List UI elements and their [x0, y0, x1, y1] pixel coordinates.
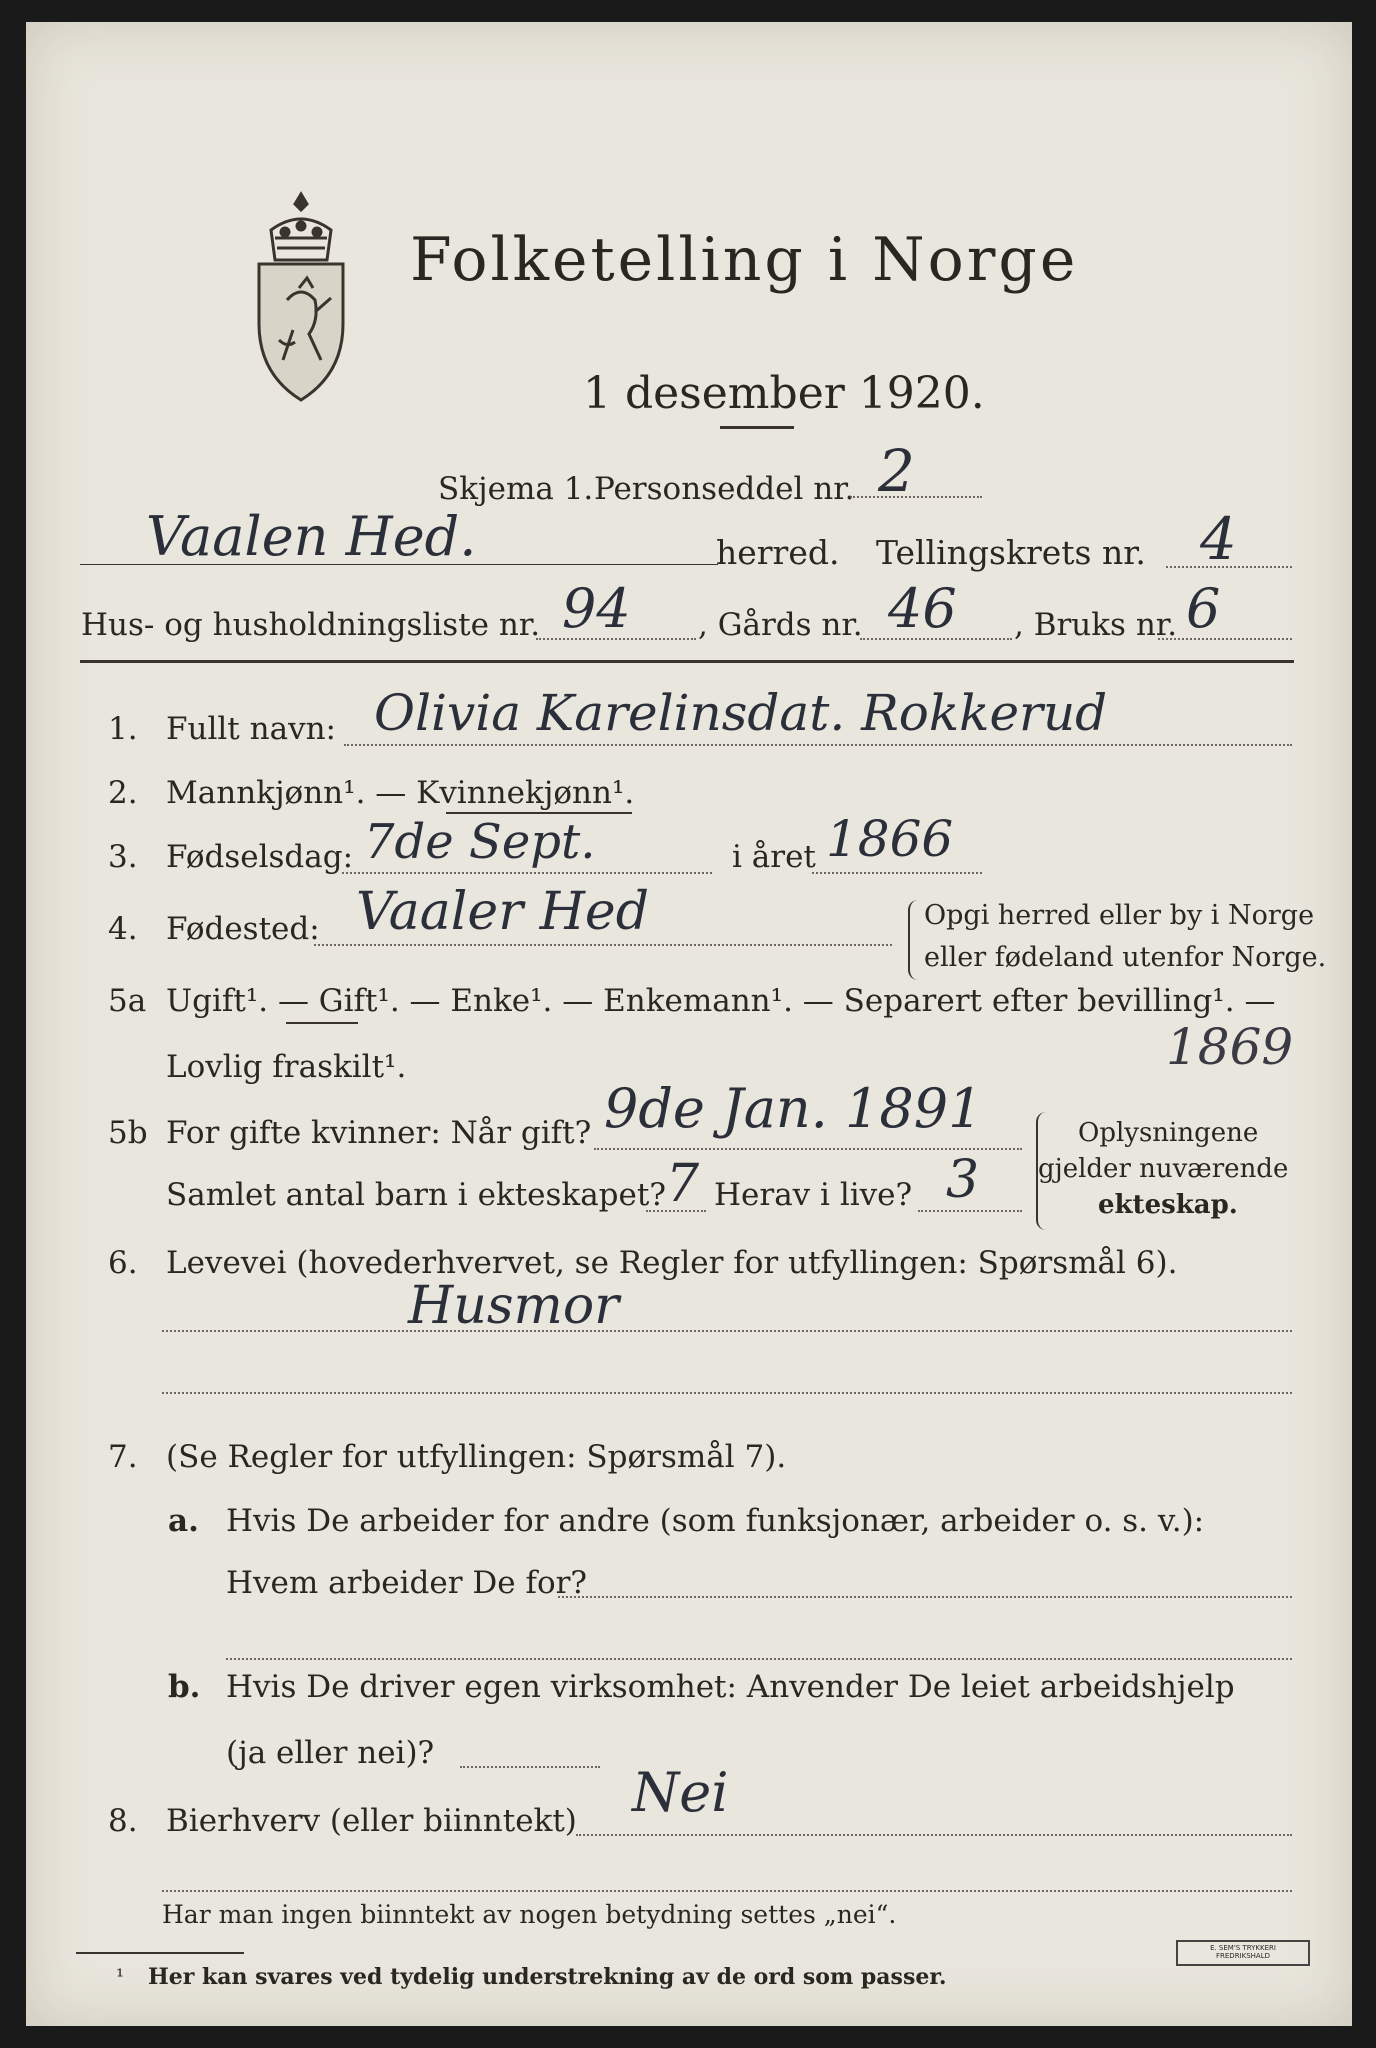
personseddel-label: Personseddel nr. [594, 471, 855, 507]
q2-label: Mannkjønn¹. — Kvinnekjønn¹. [166, 775, 635, 811]
q7a-label: Hvis De arbeider for andre (som funksjonær, arbeider o. s. v.): [226, 1503, 1205, 1539]
coat-of-arms-icon [241, 190, 361, 410]
q5b-note-line2: gjelder nuværende [1038, 1154, 1289, 1184]
q1-number: 1. [108, 711, 138, 747]
printer-name: E. SEM'S TRYKKERI [1210, 1944, 1276, 1953]
bruks-value[interactable]: 6 [1186, 577, 1221, 640]
q4-note-line2: eller fødeland utenfor Norge. [924, 942, 1327, 973]
q8-number: 8. [108, 1803, 138, 1839]
birth-day-value[interactable]: 7de Sept. [364, 814, 596, 870]
q5a-label: Ugift¹. — Gift¹. — Enke¹. — Enkemann¹. — Separert efter bevilling¹. — [166, 983, 1276, 1019]
q8-line2 [162, 1890, 1292, 1892]
birthplace-value[interactable]: Vaaler Hed [356, 882, 649, 942]
q3-day-line [342, 872, 712, 874]
q5b-alive-label: Herav i live? [714, 1177, 913, 1213]
q7-number: 7. [108, 1439, 138, 1475]
q7-label: (Se Regler for utfyllingen: Spørsmål 7). [166, 1439, 787, 1475]
census-date: 1 desember 1920. [583, 368, 985, 419]
footer-note: Har man ingen biinntekt av nogen betydning settes „nei“. [162, 1900, 897, 1929]
full-name-value[interactable]: Olivia Karelinsdat. Rokkerud [374, 684, 1108, 742]
children-count-value[interactable]: 7 [666, 1154, 700, 1214]
q7a-line1[interactable] [558, 1596, 1292, 1598]
q2-number: 2. [108, 775, 138, 811]
q6-line2 [162, 1392, 1292, 1394]
q8-line [576, 1834, 1292, 1836]
q5a-number: 5a [108, 983, 147, 1019]
personseddel-line [850, 496, 982, 498]
q3-year-label: i året [732, 839, 816, 875]
header-divider [80, 660, 1294, 663]
footnote-text: Her kan svares ved tydelig understrekning av de ord som passer. [148, 1964, 947, 1990]
q5b-note-line1: Oplysningene [1078, 1118, 1259, 1148]
q7a-label2: Hvem arbeider De for? [226, 1565, 588, 1601]
q1-line [344, 744, 1292, 746]
q6-label: Levevei (hovederhvervet, se Regler for utfyllingen: Spørsmål 6). [166, 1245, 1178, 1281]
printer-city: FREDRIKSHALD [1215, 1952, 1270, 1960]
q5b-number: 5b [108, 1115, 148, 1151]
husliste-label: Hus- og husholdningsliste nr. [81, 607, 541, 643]
q7b-line[interactable] [460, 1766, 600, 1768]
q4-note-line1: Opgi herred eller by i Norge [924, 900, 1315, 931]
q7a-line2[interactable] [226, 1658, 1292, 1660]
q5a-margin-value[interactable]: 1869 [1166, 1018, 1294, 1076]
q4-number: 4. [108, 911, 138, 947]
gift-underline [286, 1022, 358, 1024]
gards-label: , Gårds nr. [698, 607, 863, 643]
q5b-note-line3: ekteskap. [1098, 1190, 1238, 1220]
q5b-alive-line [918, 1210, 1022, 1212]
q6-line1 [162, 1330, 1292, 1332]
census-form [26, 22, 1352, 2026]
q7b-label2: (ja eller nei)? [226, 1735, 435, 1771]
q5a-label2: Lovlig fraskilt¹. [166, 1049, 407, 1085]
q4-line [314, 944, 892, 946]
tellingskrets-value[interactable]: 4 [1200, 505, 1237, 573]
q4-label: Fødested: [166, 911, 320, 947]
side-income-value[interactable]: Nei [632, 1761, 729, 1824]
printer-stamp [1176, 1940, 1310, 1966]
q1-label: Fullt navn: [166, 711, 336, 747]
q5b-children-label: Samlet antal barn i ekteskapet? [166, 1177, 666, 1213]
q7a-number: a. [168, 1503, 199, 1539]
tellingskrets-label: Tellingskrets nr. [876, 533, 1146, 572]
q4-brace [908, 900, 918, 980]
q3-number: 3. [108, 839, 138, 875]
skjema-label: Skjema 1. [438, 471, 594, 507]
occupation-value[interactable]: Husmor [408, 1276, 619, 1336]
personseddel-value[interactable]: 2 [878, 437, 915, 505]
herred-value[interactable]: Vaalen Hed. [146, 505, 477, 568]
q8-label: Bierhverv (eller biinntekt) [166, 1803, 577, 1839]
page-title: Folketelling i Norge [410, 225, 1079, 295]
herred-label: herred. [716, 533, 840, 572]
q5b-label: For gifte kvinner: Når gift? [166, 1115, 592, 1151]
bruks-label: , Bruks nr. [1014, 607, 1178, 643]
q7b-label: Hvis De driver egen virksomhet: Anvender De leiet arbeidshjelp [226, 1669, 1235, 1705]
footnote-mark: ¹ [116, 1964, 125, 1988]
husliste-value[interactable]: 94 [562, 577, 631, 640]
bruks-line [1158, 638, 1292, 640]
q6-number: 6. [108, 1245, 138, 1281]
gards-value[interactable]: 46 [888, 577, 957, 640]
footnote-divider [76, 1952, 244, 1954]
q7b-number: b. [168, 1669, 201, 1705]
birth-year-value[interactable]: 1866 [826, 810, 954, 868]
children-alive-value[interactable]: 3 [946, 1150, 980, 1210]
q3-year-line [812, 872, 982, 874]
married-date-value[interactable]: 9de Jan. 1891 [604, 1077, 983, 1140]
q3-label: Fødselsdag: [166, 839, 354, 875]
title-divider [720, 426, 794, 429]
